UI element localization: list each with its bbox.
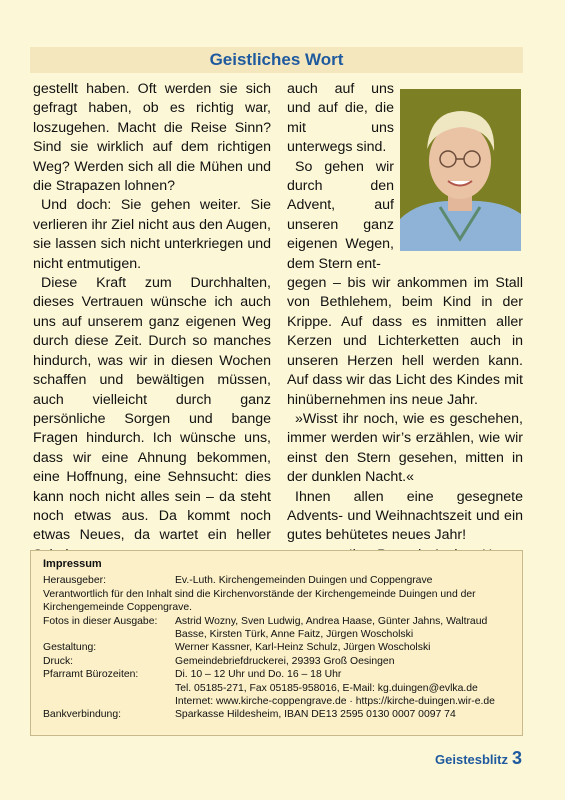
left-column xyxy=(33,80,271,565)
impressum-label: Herausgeber: xyxy=(43,575,106,587)
paragraph: So gehen wir durch den Advent, auf unseren ganz eigenen Wegen, dem Stern ent- xyxy=(287,158,394,272)
impressum-row xyxy=(43,641,512,654)
impressum-row xyxy=(43,615,512,642)
impressum-value: Ev.-Luth. Kirchengemeinden Duingen und Coppengrave xyxy=(175,575,433,587)
page-footer xyxy=(435,748,522,769)
impressum-title: Impressum xyxy=(43,558,102,570)
impressum-value: Astrid Wozny, Sven Ludwig, Andrea Haase, Günter Jahns, Waltraud Basse, Kirsten Türk, Anne Faitz, Jürgen Woscholski xyxy=(175,615,488,641)
office-hours: Di. 10 – 12 Uhr und Do. 16 – 18 Uhr xyxy=(175,669,342,681)
section-header xyxy=(30,47,523,73)
impressum-label: Bankverbindung: xyxy=(43,709,121,721)
paragraph: gestellt haben. Oft werden sie sich gefragt haben, ob es richtig war, loszugehen. Macht die Reise Sinn? Sind sie wirklich auf dem richtigen Weg? Werden sich all die Mühen und die Strapazen lohnen? xyxy=(33,81,271,195)
impressum-row xyxy=(43,668,512,708)
impressum-row xyxy=(43,574,512,587)
impressum-value: Werner Kassner, Karl-Heinz Schulz, Jürgen Woscholski xyxy=(175,642,431,654)
section-title: Geistliches Wort xyxy=(209,50,344,69)
impressum-row xyxy=(43,708,512,721)
poem-quote: »Wisst ihr noch, wie es geschehen, immer werden wir’s erzählen, wie wir einst den Stern gesehen, mitten in der dunklen Nacht.« xyxy=(287,410,523,486)
impressum-responsible: Verantwortlich für den Inhalt sind die Kirchenvorstände der Kirchengemeinde Duingen und der Kirchengemeinde Coppengrave. xyxy=(43,588,476,614)
impressum-row xyxy=(43,655,512,668)
paragraph: gegen – bis wir ankommen im Stall von Bethlehem, beim Kind in der Krippe. Auf dass es inmitten aller Kerzen und Lichterketten auch in unseren Herzen hell werden kann. Auf dass wir das Licht des Kindes mit hinübernehmen ins neue Jahr. xyxy=(287,275,523,408)
impressum-label: Pfarramt Bürozeiten: xyxy=(43,669,139,681)
impressum-label: Druck: xyxy=(43,655,74,667)
impressum-value: Gemeindebriefdruckerei, 29393 Groß Oesingen xyxy=(175,655,395,667)
impressum-value: Sparkasse Hildesheim, IBAN DE13 2595 0130 0007 0097 74 xyxy=(175,709,456,721)
impressum-value xyxy=(175,668,512,708)
right-column xyxy=(287,80,523,565)
contact-internet: Internet: www.kirche-coppengrave.de · https://kirche-duingen.wir-e.de xyxy=(175,696,495,708)
impressum-label: Gestaltung: xyxy=(43,642,97,654)
paragraph: Ihnen allen eine gesegnete Advents- und Weihnachtszeit und ein gutes behütetes neues Jahr! xyxy=(287,488,523,544)
paragraph: auch auf uns und auf die, die mit uns unterwegs sind. xyxy=(287,81,394,156)
impressum-box xyxy=(30,550,523,736)
page-number: 3 xyxy=(511,748,522,768)
contact-phone-email: Tel. 05185-271, Fax 05185-958016, E-Mail: kg.duingen@evlka.de xyxy=(175,682,478,694)
publication-name: Geistesblitz xyxy=(435,752,508,767)
paragraph: Diese Kraft zum Durchhalten, dieses Vertrauen wünsche ich auch uns auf unserem ganz eigenen Weg durch diese Zeit. Durch so manches hindurch, was wir in diesen Wochen schaffen und bewältigen müssen, auch vielleicht durch ganz persönliche Sorgen und bange Fragen hindurch. Ich wünsche uns, dass wir eine Ahnung bekommen, eine Hoffnung, eine Sehnsucht: dies kann noch nicht alles sein – da steht noch etwas aus. Da kommt noch etwas Neues, da wartet ein heller xyxy=(33,275,271,544)
impressum-label: Fotos in dieser Ausgabe: xyxy=(43,615,158,627)
paragraph: Und doch: Sie gehen weiter. Sie verlieren ihr Ziel nicht aus den Augen, sie lassen sich nicht unterkriegen und nicht entmutigen. xyxy=(33,197,271,272)
